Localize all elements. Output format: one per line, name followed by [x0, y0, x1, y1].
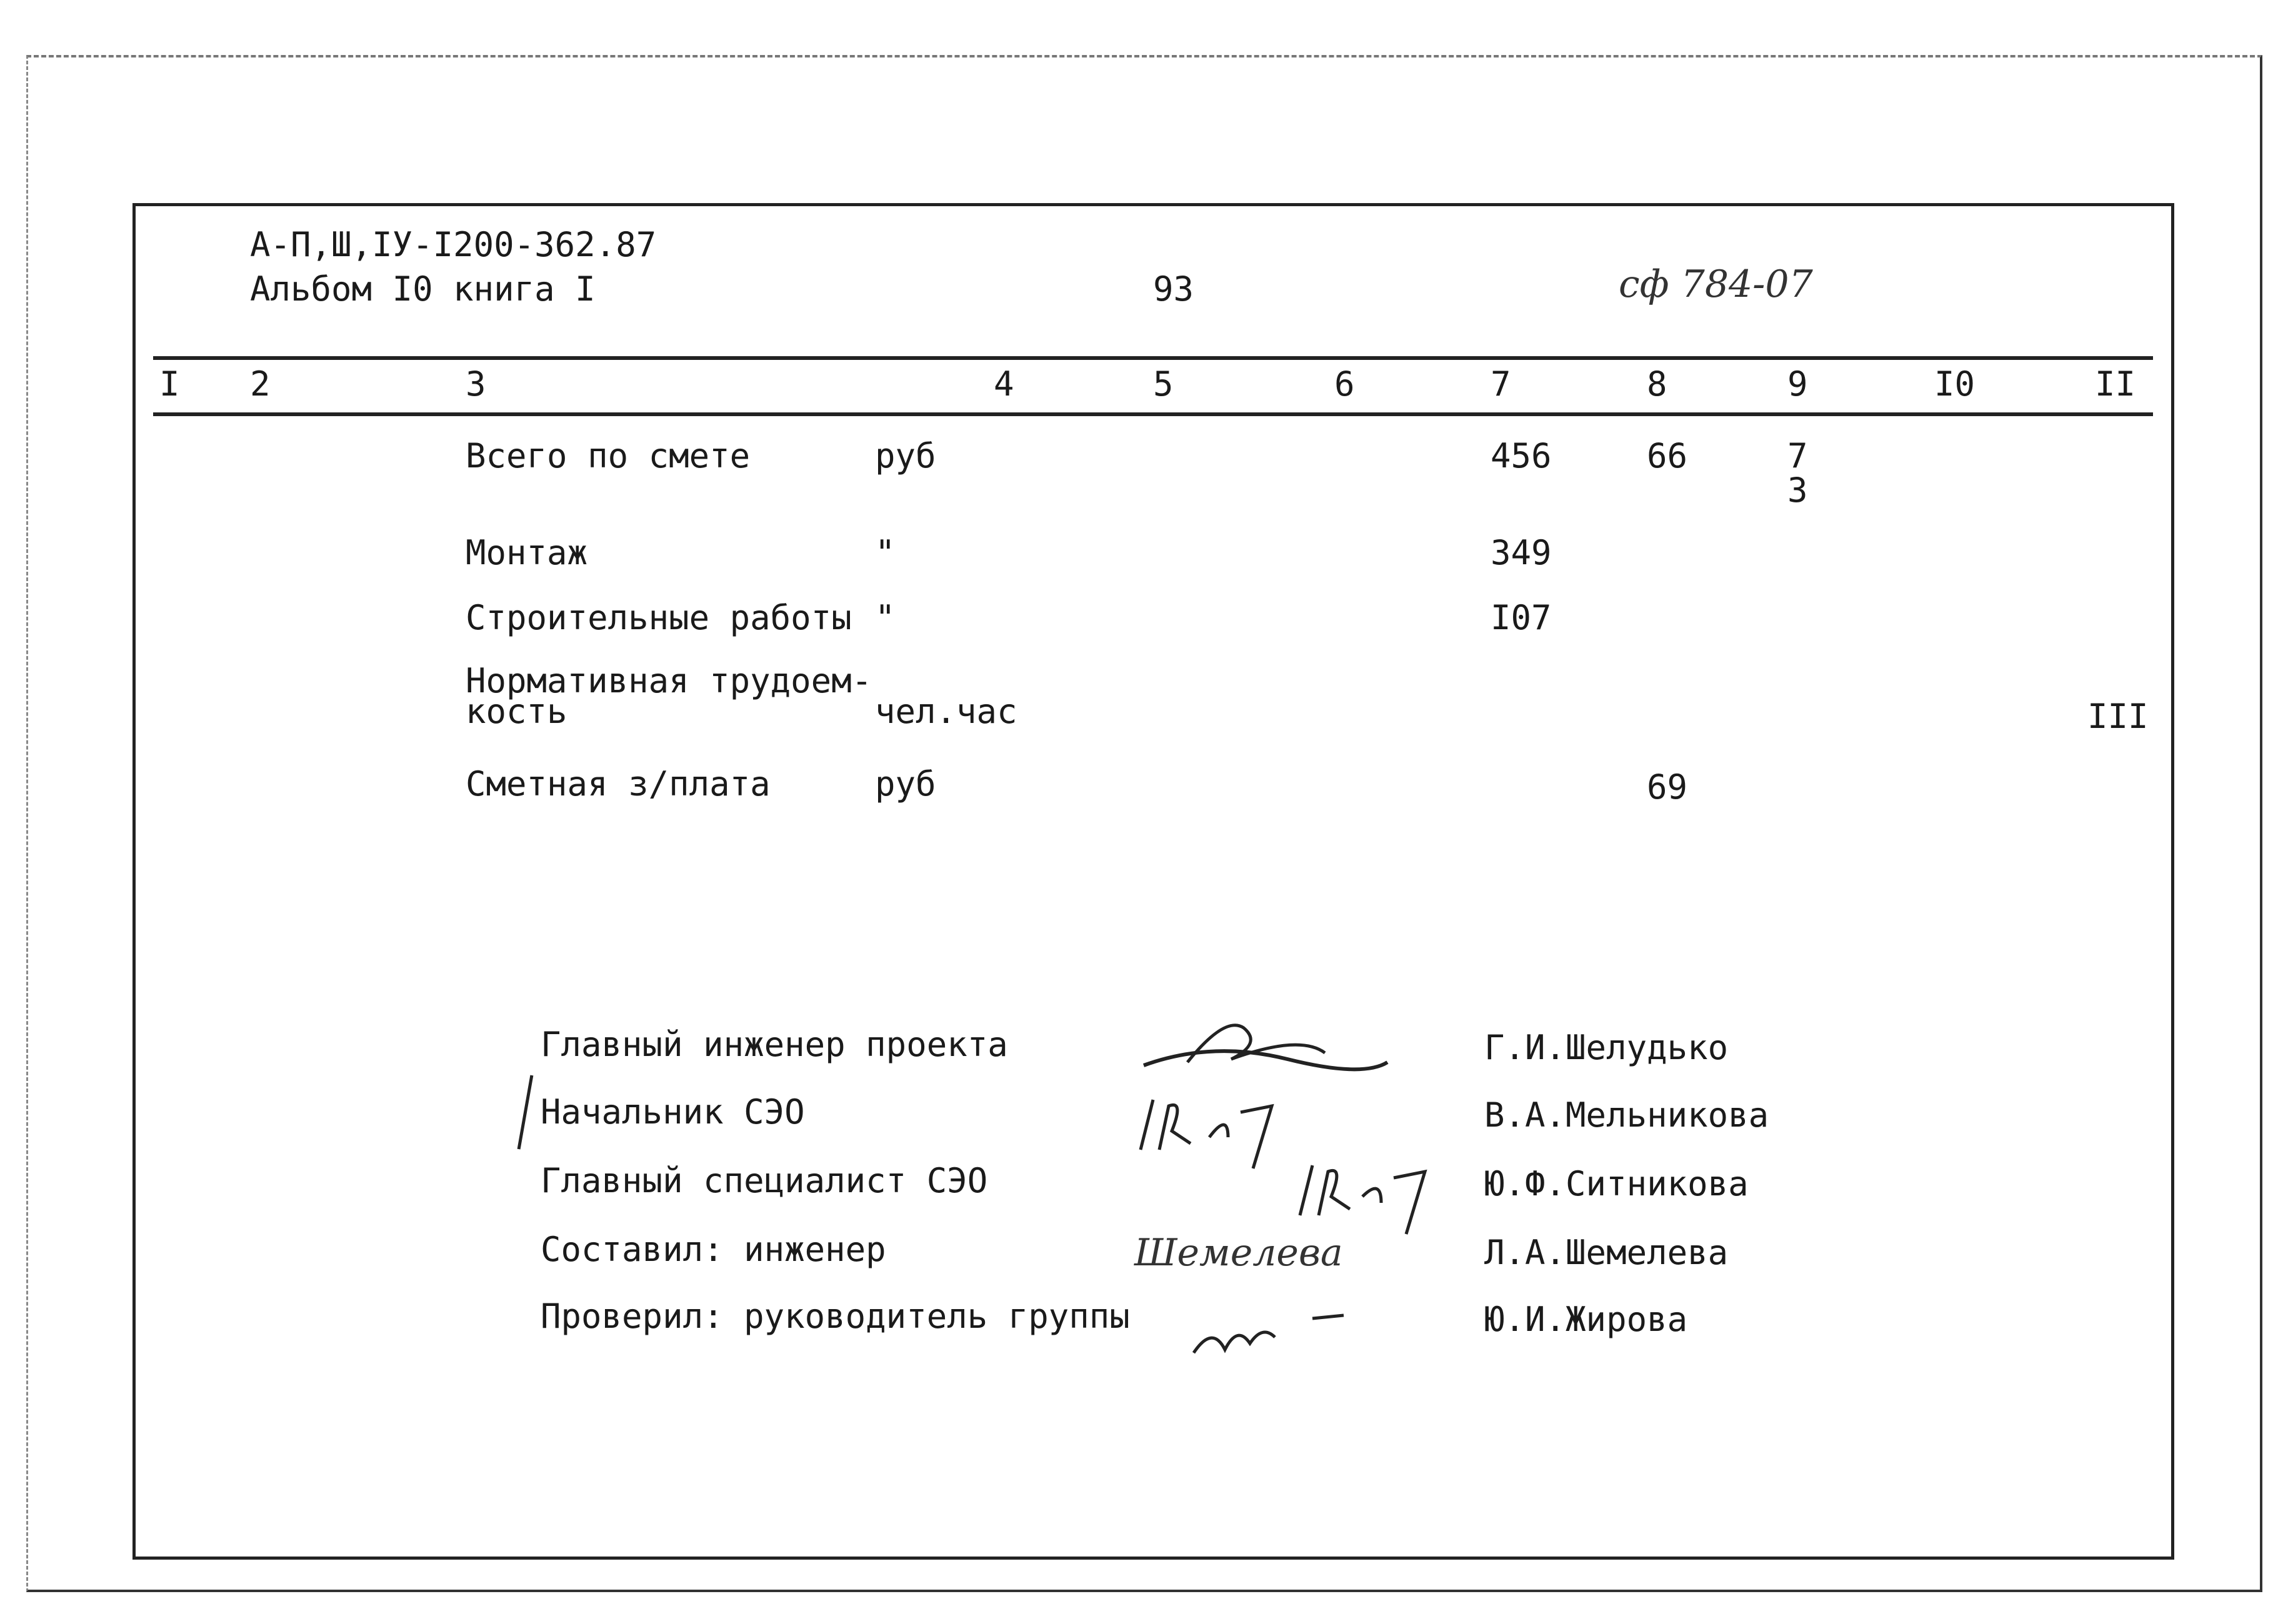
col-header-6: 6	[1334, 364, 1355, 404]
signature-person: Ю.И.Жирова	[1484, 1300, 1688, 1339]
signature-scribble	[1294, 1153, 1431, 1243]
row-col7-value: I07	[1491, 598, 1552, 637]
col-header-7: 7	[1491, 364, 1511, 404]
row-unit: "	[875, 598, 896, 637]
col-header-10: I0	[1934, 364, 1976, 404]
col-header-11: II	[2095, 364, 2136, 404]
row-col8-value: 66	[1647, 436, 1688, 476]
signature-scribble	[1134, 1087, 1284, 1177]
col-header-1: I	[159, 364, 180, 404]
signature-person: В.А.Мельникова	[1484, 1095, 1769, 1135]
row-col8-value: 69	[1647, 767, 1688, 807]
row-name: Строительные работы	[466, 598, 852, 637]
signature-role: Главный инженер проекта	[541, 1025, 1008, 1064]
header-rule-bottom	[153, 412, 2153, 416]
signature-scribble	[1187, 1300, 1350, 1365]
row-unit: "	[875, 533, 896, 572]
col-header-2: 2	[250, 364, 271, 404]
signature-person: Ю.Ф.Ситникова	[1484, 1164, 1749, 1203]
col-header-8: 8	[1647, 364, 1667, 404]
signature-person: Л.А.Шемелева	[1484, 1233, 1729, 1272]
archive-stamp: сф 784-07	[1619, 262, 1813, 306]
row-unit: руб	[875, 436, 936, 476]
row-name-line2: кость	[466, 692, 567, 731]
document-frame	[132, 203, 2174, 1560]
signature-person: Г.И.Шелудько	[1484, 1028, 1729, 1067]
signature-role: Проверил: руководитель группы	[541, 1297, 1130, 1336]
col-header-3: 3	[466, 364, 486, 404]
signature-role: Начальник СЭО	[541, 1092, 805, 1132]
album-label: Альбом I0 книга I	[250, 269, 596, 309]
col-header-4: 4	[994, 364, 1014, 404]
row-name: Сметная з/плата	[466, 764, 771, 804]
row-name-line1: Нормативная трудоем-	[466, 661, 872, 700]
col-header-5: 5	[1153, 364, 1174, 404]
row-name: Монтаж	[466, 533, 588, 572]
row-col9-value-top: 7	[1787, 436, 1808, 476]
col-header-9: 9	[1787, 364, 1808, 404]
signature-role: Составил: инженер	[541, 1230, 886, 1269]
signature-scribble-text: Шемелева	[1134, 1231, 1343, 1275]
row-col7-value: 456	[1491, 436, 1552, 476]
page-number: 93	[1153, 269, 1194, 309]
signature-role: Главный специалист СЭО	[541, 1161, 988, 1200]
row-col7-value: 349	[1491, 533, 1552, 572]
row-unit: руб	[875, 764, 936, 804]
row-name: Всего по смете	[466, 436, 751, 476]
signature-scribble	[1137, 1009, 1400, 1080]
header-rule-top	[153, 356, 2153, 360]
row-col9-value-bottom: 3	[1787, 471, 1808, 510]
row-unit: чел.час	[875, 692, 1017, 731]
row-col11-value: III	[2087, 697, 2149, 736]
doc-code: А-П,Ш,IУ-I200-362.87	[250, 225, 657, 264]
